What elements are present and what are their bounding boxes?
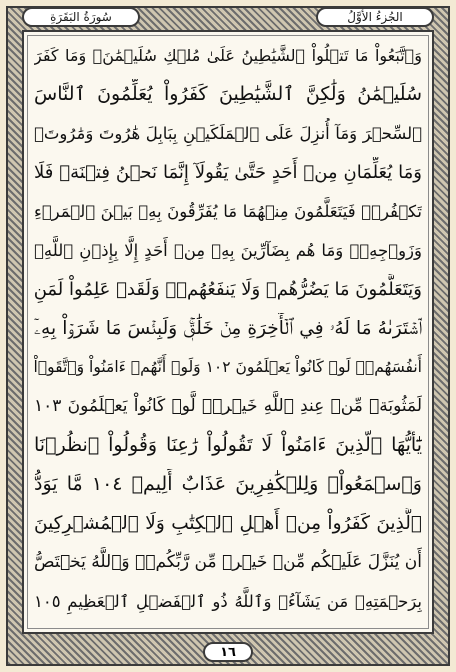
verse-line: أَنفُسَهُمۡۚ لَوۡ كَانُواْ يَعۡلَمُونَ ١٠٢ وَلَوۡ أَنَّهُمۡ ءَامَنُواْ وَٱتَّقَوۡاْ [34, 358, 422, 376]
verse-line: تَكۡفُرۡۖ فَيَتَعَلَّمُونَ مِنۡهُمَا مَا يُفَرِّقُونَ بِهِۦ بَيۡنَ ٱلۡمَرۡءِ [34, 201, 422, 221]
verse-line: ٱشۡتَرَىٰهُ مَا لَهُۥ فِي ٱلۡأٓخِرَةِ مِنۡ خَلَٰقٖۚ وَلَبِئۡسَ مَا شَرَوۡاْ بِهِۦٓ [34, 317, 422, 339]
verse-line: لَمَثُوبَةٞ مِّنۡ عِندِ ٱللَّهِ خَيۡرٞۖ لَّوۡ كَانُواْ يَعۡلَمُونَ ١٠٣ [34, 396, 422, 416]
verse-line: وَٱتَّبَعُواْ مَا تَتۡلُواْ ٱلشَّيَٰطِينُ عَلَىٰ مُلۡكِ سُلَيۡمَٰنَۖ وَمَا كَفَرَ [34, 45, 422, 65]
surah-label: سُورَةُ البَقَرَةِ [22, 7, 140, 27]
verse-line: ٱلسِّحۡرَ وَمَآ أُنزِلَ عَلَى ٱلۡمَلَكَيۡنِ بِبَابِلَ هَٰرُوتَ وَمَٰرُوتَۚ [34, 123, 422, 143]
verse-lines [34, 40, 422, 628]
verse-line: وَزَوۡجِهِۦۚ وَمَا هُم بِضَآرِّينَ بِهِۦ مِنۡ أَحَدٍ إِلَّا بِإِذۡنِ ٱللَّهِۚ [34, 240, 422, 260]
verse-line: بِرَحۡمَتِهِۦ مَن يَشَآءُۚ وَٱللَّهُ ذُو ٱلۡفَضۡلِ ٱلۡعَظِيمِ ١٠٥ [34, 591, 422, 611]
verse-line: وَٱسۡمَعُواْۗ وَلِلۡكَٰفِرِينَ عَذَابٌ أَلِيمٞ ١٠٤ مَّا يَوَدُّ [34, 473, 422, 495]
verse-line: يَٰٓأَيُّهَا ٱلَّذِينَ ءَامَنُواْ لَا تَقُولُواْ رَٰعِنَا وَقُولُواْ ٱنظُرۡنَا [34, 434, 422, 456]
verse-line: وَمَا يُعَلِّمَانِ مِنۡ أَحَدٍ حَتَّىٰ يَقُولَآ إِنَّمَا نَحۡنُ فِتۡنَةٞ فَلَا [34, 161, 422, 183]
page-number: ١٦ [203, 642, 253, 662]
verse-line: سُلَيۡمَٰنُ وَلَٰكِنَّ ٱلشَّيَٰطِينَ كَفَرُواْ يُعَلِّمُونَ ٱلنَّاسَ [34, 83, 422, 105]
verse-line: أَن يُنَزَّلَ عَلَيۡكُم مِّنۡ خَيۡرٖ مِّن رَّبِّكُمۡۚ وَٱللَّهُ يَخۡتَصُّ [34, 552, 422, 572]
verse-line: ٱلَّذِينَ كَفَرُواْ مِنۡ أَهۡلِ ٱلۡكِتَٰبِ وَلَا ٱلۡمُشۡرِكِينَ [34, 512, 422, 534]
juz-label: الجُزءُ الأوَّلُ [316, 7, 434, 27]
verse-line: وَيَتَعَلَّمُونَ مَا يَضُرُّهُمۡ وَلَا يَنفَعُهُمۡۚ وَلَقَدۡ عَلِمُواْ لَمَنِ [34, 278, 422, 300]
